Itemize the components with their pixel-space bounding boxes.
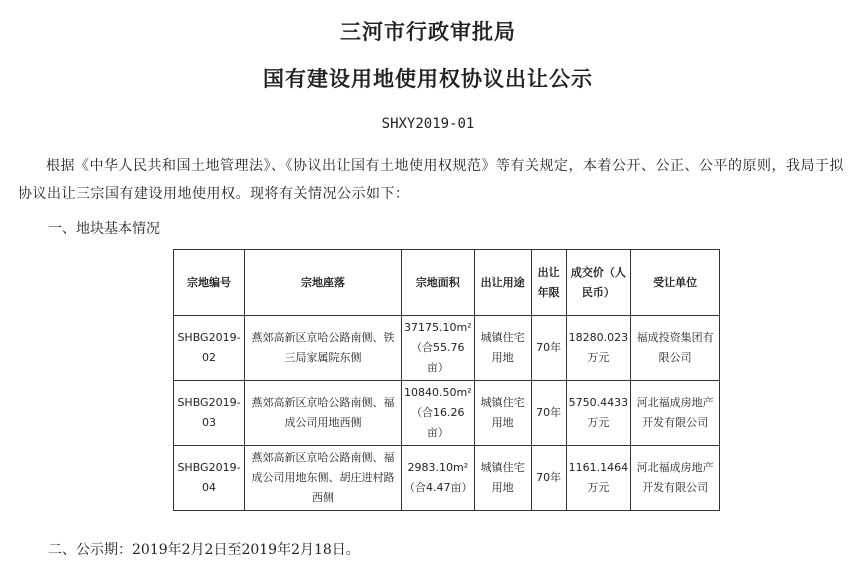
cell-land-use: 城镇住宅用地 (474, 316, 531, 381)
cell-price: 5750.4433万元 (566, 381, 631, 446)
notice-title: 国有建设用地使用权协议出让公示 (263, 66, 593, 91)
table-row (174, 446, 720, 511)
cell-area (402, 316, 475, 381)
cell-parcel-id: SHBG2019-03 (174, 381, 245, 446)
cell-area (402, 381, 475, 446)
table-header-row (174, 250, 720, 316)
area-mu: （合4.47亩） (404, 481, 473, 494)
area-sqm: 37175.10m² (404, 321, 472, 334)
cell-parcel-id: SHBG2019-02 (174, 316, 245, 381)
header-location: 宗地座落 (245, 250, 402, 316)
cell-buyer: 河北福成房地产开发有限公司 (631, 381, 720, 446)
cell-location: 燕郊高新区京哈公路南侧、铁三局家属院东侧 (245, 316, 402, 381)
parcels-table (173, 249, 720, 511)
section-heading-parcels: 一、地块基本情况 (48, 221, 160, 237)
header-buyer: 受让单位 (631, 250, 720, 316)
area-sqm: 2983.10m² (407, 461, 469, 474)
agency-title: 三河市行政审批局 (340, 19, 516, 44)
cell-area (402, 446, 475, 511)
cell-parcel-id: SHBG2019-04 (174, 446, 245, 511)
cell-price: 18280.023万元 (566, 316, 631, 381)
area-sqm: 10840.50m² (404, 386, 472, 399)
cell-price: 1161.1464万元 (566, 446, 631, 511)
area-mu: （合55.76亩） (411, 341, 465, 374)
cell-buyer: 河北福成房地产开发有限公司 (631, 446, 720, 511)
intro-paragraph: 根据《中华人民共和国土地管理法》、《协议出让国有土地使用权规范》等有关规定，本着公开、公正、公平的原则，我局于拟协议出让三宗国有建设用地使用权。现将有关情况公示如下： (18, 158, 844, 202)
header-land-use: 出让用途 (474, 250, 531, 316)
header-term: 出让年限 (531, 250, 566, 316)
notice-period: 二、公示期：2019年2月2日至2019年2月18日。 (48, 542, 360, 558)
header-area: 宗地面积 (402, 250, 475, 316)
cell-land-use: 城镇住宅用地 (474, 446, 531, 511)
cell-buyer: 福成投资集团有限公司 (631, 316, 720, 381)
cell-term: 70年 (531, 316, 566, 381)
area-mu: （合16.26亩） (411, 406, 465, 439)
cell-term: 70年 (531, 381, 566, 446)
document-number: SHXY2019-01 (381, 116, 475, 132)
table-row (174, 381, 720, 446)
cell-location: 燕郊高新区京哈公路南侧、福成公司用地西侧 (245, 381, 402, 446)
table-row (174, 316, 720, 381)
cell-land-use: 城镇住宅用地 (474, 381, 531, 446)
cell-location: 燕郊高新区京哈公路南侧、福成公司用地东侧、胡庄进村路西侧 (245, 446, 402, 511)
header-price: 成交价（人民币） (566, 250, 631, 316)
cell-term: 70年 (531, 446, 566, 511)
header-parcel-id: 宗地编号 (174, 250, 245, 316)
